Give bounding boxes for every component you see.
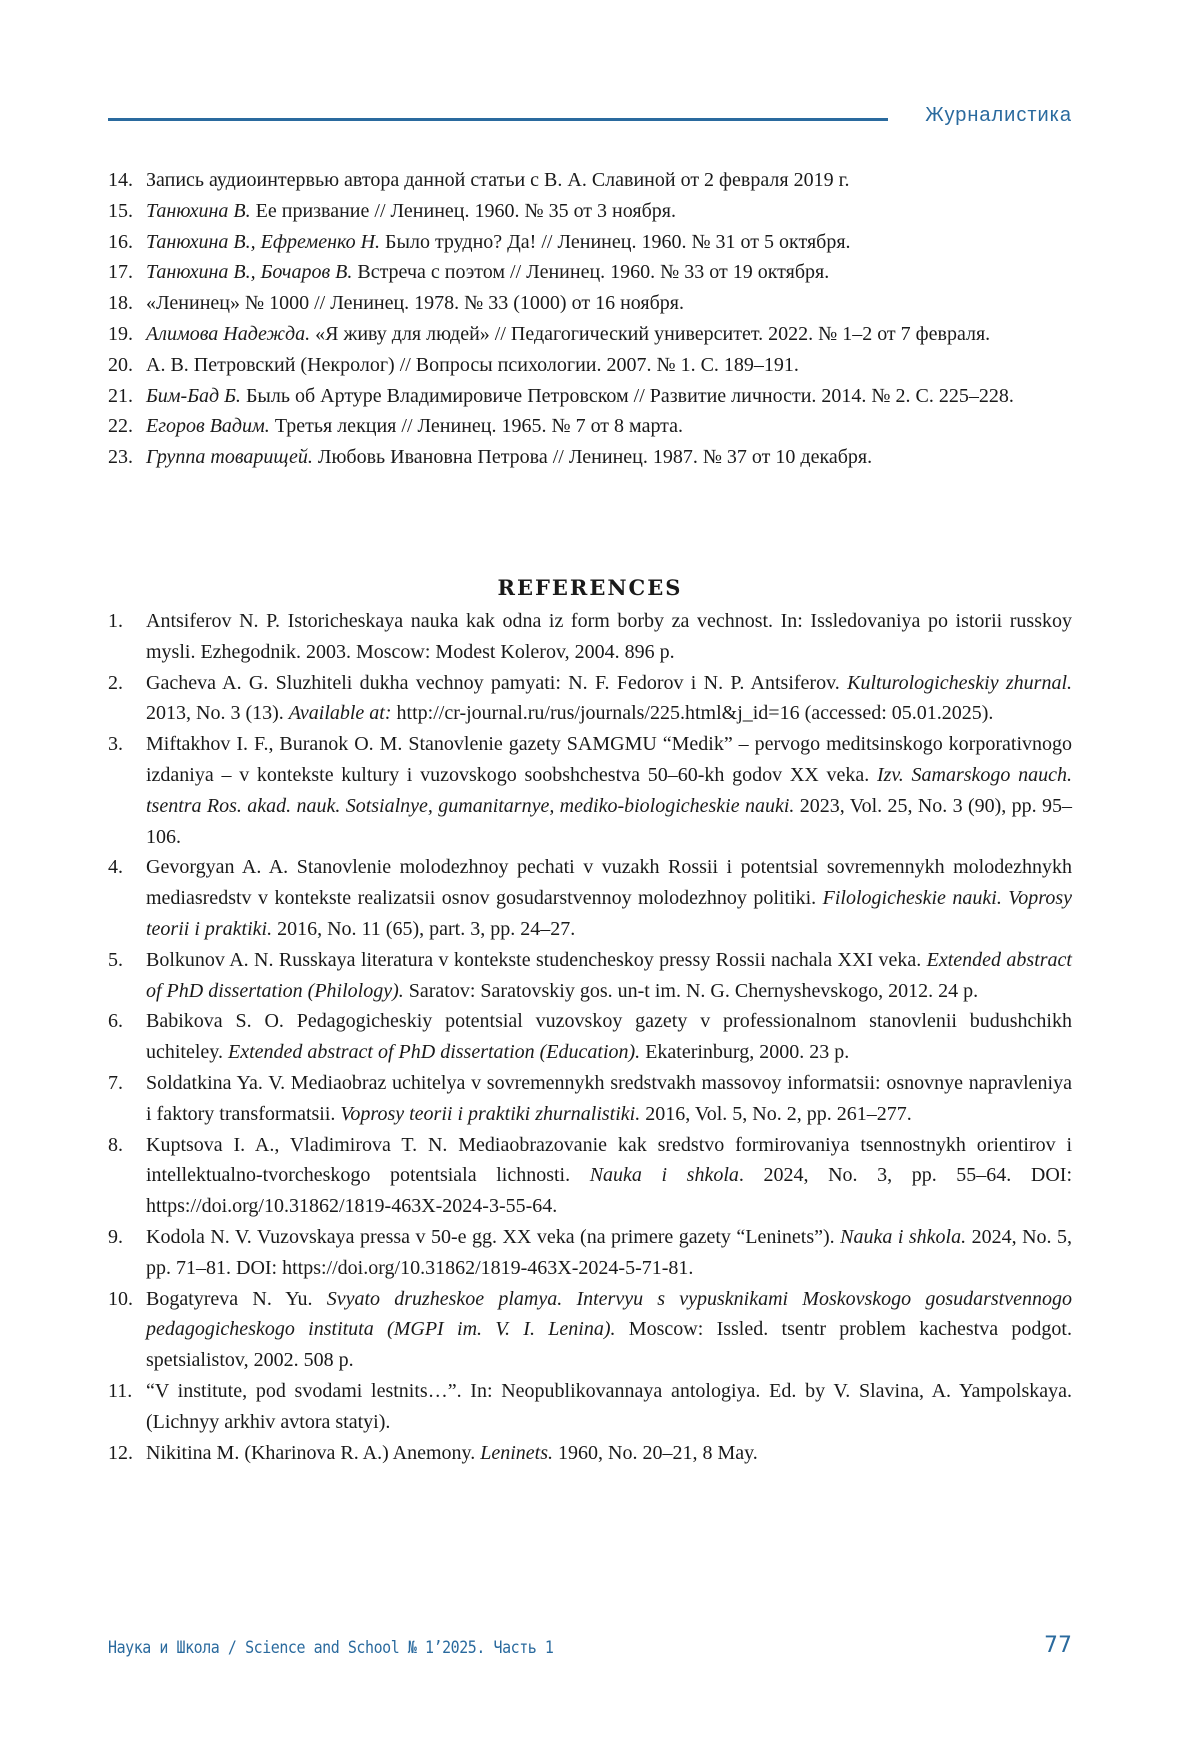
reference-italic-text: Extended abstract of PhD dissertation (Philology).	[146, 948, 1072, 1002]
reference-number: 7.	[108, 1071, 123, 1094]
reference-italic-text: Nauka i shkola.	[840, 1225, 967, 1248]
reference-text: Bolkunov A. N. Russkaya literatura v kontekste studencheskoy pressy Rossii nachala XXI veka.	[146, 948, 927, 971]
reference-text: Antsiferov N. P. Istoricheskaya nauka kak odna iz form borby za vechnost. In: Issledovaniya po istorii russkoy mysli. Ezhegodnik. 2003. Moscow: Modest Kolerov, 2004. 896 p.	[146, 610, 1072, 663]
reference-text: Moscow: Issled. tsentr problem kachestva podgot. spetsialistov, 2002. 508 p.	[146, 1318, 1072, 1372]
reference-text: Babikova S. O. Pedagogicheskiy potentsial vuzovskoy gazety v professionalnom stanovlenii budushchikh uchiteley.	[146, 1010, 1072, 1064]
references-heading: REFERENCES	[497, 575, 683, 600]
reference-item	[108, 1284, 1072, 1376]
reference-text: 2013, No. 3 (13).	[146, 702, 289, 725]
reference-item	[108, 165, 1072, 196]
references-ru-list	[108, 165, 1072, 473]
reference-item	[108, 227, 1072, 258]
reference-author: Алимова Надежда.	[146, 322, 311, 345]
header-rule	[108, 118, 888, 121]
reference-author: Егоров Вадим.	[146, 415, 270, 438]
reference-text: Ekaterinburg, 2000. 23 p.	[640, 1041, 850, 1064]
reference-text: 2016, Vol. 5, No. 2, pp. 261–277.	[640, 1102, 912, 1125]
references-en-list	[108, 606, 1072, 1468]
reference-number: 22.	[108, 415, 133, 438]
reference-number: 3.	[108, 733, 123, 756]
reference-number: 14.	[108, 169, 133, 191]
reference-italic-text: Leninets.	[480, 1441, 553, 1464]
reference-number: 20.	[108, 353, 133, 376]
reference-text: Ее призвание // Ленинец. 1960. № 35 от 3 ноября.	[250, 199, 676, 222]
reference-number: 12.	[108, 1441, 133, 1464]
reference-text: http://cr-journal.ru/rus/journals/225.html&j_id=16 (accessed: 05.01.2025).	[391, 702, 994, 725]
reference-item	[108, 1068, 1072, 1130]
reference-number: 11.	[108, 1379, 133, 1402]
reference-number: 2.	[108, 671, 123, 694]
reference-italic-text: Available at:	[288, 702, 392, 725]
reference-number: 4.	[108, 856, 123, 879]
reference-text: Bogatyreva N. Yu.	[146, 1287, 327, 1310]
reference-italic-text: Voprosy teorii i praktiki zhurnalistiki.	[340, 1102, 641, 1125]
reference-item	[108, 350, 1072, 381]
reference-number: 23.	[108, 446, 133, 469]
reference-italic-text: Extended abstract of PhD dissertation (Education).	[228, 1041, 641, 1064]
reference-text: 2024, No. 5, pp. 71–81. DOI: https://doi.org/10.31862/1819-463X-2024-5-71-81.	[146, 1225, 1072, 1279]
reference-italic-text: Izv. Samarskogo nauch. tsentra Ros. akad. nauk. Sotsialnye, gumanitarnye, mediko-biologicheskie nauki.	[146, 763, 1072, 817]
reference-item	[108, 852, 1072, 944]
reference-text: 2016, No. 11 (65), part. 3, pp. 24–27.	[272, 917, 576, 940]
section-title: Журналистика	[925, 104, 1072, 126]
reference-text: Любовь Ивановна Петрова // Ленинец. 1987. № 37 от 10 декабря.	[312, 446, 873, 469]
reference-text: Kodola N. V. Vuzovskaya pressa v 50-e gg. XX veka (na primere gazety “Leninets”).	[146, 1225, 841, 1248]
reference-text: Запись аудиоинтервью автора данной статьи с В. А. Славиной от 2 февраля 2019 г.	[146, 169, 850, 191]
reference-number: 16.	[108, 230, 133, 253]
reference-item	[108, 1130, 1072, 1222]
reference-text: 1960, No. 20–21, 8 May.	[553, 1441, 758, 1464]
reference-item	[108, 1222, 1072, 1284]
reference-italic-text: Nauka i shkola	[589, 1164, 739, 1187]
reference-number: 6.	[108, 1010, 123, 1033]
reference-item	[108, 1006, 1072, 1068]
reference-item	[108, 319, 1072, 350]
reference-text: 2023, Vol. 25, No. 3 (90), pp. 95–106.	[146, 794, 1072, 848]
reference-item	[108, 729, 1072, 852]
reference-number: 1.	[108, 610, 123, 632]
reference-item	[108, 257, 1072, 288]
reference-item	[108, 1438, 1072, 1469]
reference-text: Быль об Артуре Владимировиче Петровском // Развитие личности. 2014. № 2. С. 225–228.	[240, 384, 1014, 407]
reference-number: 18.	[108, 292, 133, 315]
reference-text: Nikitina M. (Kharinova R. A.) Anemony.	[146, 1441, 481, 1464]
reference-number: 15.	[108, 199, 133, 222]
reference-italic-text: Svyato druzheskoe plamya. Intervyu s vypusknikami Moskovskogo gosudarstvennogo pedagogicheskogo instituta (MGPI im. V. I. Lenina).	[146, 1287, 1072, 1341]
reference-author: Танюхина В.	[146, 199, 251, 222]
running-header	[108, 102, 1072, 132]
reference-author: Танюхина В., Ефременко Н.	[146, 230, 381, 253]
reference-item	[108, 381, 1072, 412]
reference-item	[108, 1376, 1072, 1438]
reference-text: Gacheva A. G. Sluzhiteli dukha vechnoy pamyati: N. F. Fedorov i N. P. Antsiferov.	[146, 671, 848, 694]
reference-text: Третья лекция // Ленинец. 1965. № 7 от 8 марта.	[269, 415, 684, 438]
reference-italic-text: Kulturologicheskiy zhurnal.	[847, 671, 1073, 694]
reference-number: 9.	[108, 1225, 123, 1248]
reference-item	[108, 606, 1072, 668]
reference-number: 19.	[108, 322, 133, 345]
reference-italic-text: Filologicheskie nauki. Voprosy teorii i praktiki.	[146, 887, 1072, 940]
reference-author: Бим-Бад Б.	[146, 384, 241, 407]
page-number: 77	[1044, 1633, 1072, 1658]
reference-text: Gevorgyan A. A. Stanovlenie molodezhnoy pechati v vuzakh Rossii i potentsial sovremennykh molodezhnykh mediasredstv v kontekste realizatsii osnov gosudarstvennoy molodezhnoy politiki.	[146, 856, 1072, 910]
reference-number: 8.	[108, 1133, 123, 1156]
reference-text: “V institute, pod svodami lestnits…”. In: Neopublikovannaya antologiya. Ed. by V. Slavina, A. Yampolskaya. (Lichnyy arkhiv avtora statyi).	[146, 1379, 1072, 1433]
reference-number: 10.	[108, 1287, 133, 1310]
reference-text: Было трудно? Да! // Ленинец. 1960. № 31 от 5 октября.	[380, 230, 851, 253]
reference-item	[108, 945, 1072, 1007]
reference-item	[108, 668, 1072, 730]
reference-text: Встреча с поэтом // Ленинец. 1960. № 33 от 19 октября.	[352, 261, 830, 284]
reference-text: «Я живу для людей» // Педагогический университет. 2022. № 1–2 от 7 февраля.	[310, 322, 991, 345]
reference-item	[108, 411, 1072, 442]
reference-text: Kuptsova I. A., Vladimirova T. N. Mediaobrazovanie kak sredstvo formirovaniya tsennostnykh orientirov i intellektualno-tvorcheskogo potentsiala lichnosti.	[146, 1133, 1072, 1187]
reference-author: Танюхина В., Бочаров В.	[146, 261, 353, 284]
reference-item	[108, 442, 1072, 473]
reference-text: Saratov: Saratovskiy gos. un-t im. N. G. Chernyshevskogo, 2012. 24 p.	[403, 979, 979, 1002]
reference-text: А. В. Петровский (Некролог) // Вопросы психологии. 2007. № 1. С. 189–191.	[146, 353, 799, 376]
reference-text: «Ленинец» № 1000 // Ленинец. 1978. № 33 (1000) от 16 ноября.	[146, 292, 684, 315]
reference-item	[108, 288, 1072, 319]
reference-number: 17.	[108, 261, 133, 284]
footer-journal: Наука и Школа / Science and School № 1’2025. Часть 1	[108, 1638, 554, 1658]
reference-text: Miftakhov I. F., Buranok O. M. Stanovlenie gazety SAMGMU “Medik” – pervogo meditsinskogo korporativnogo izdaniya – v kontekste kultury i vuzovskogo soobshchestva 50–60-kh godov XX veka.	[146, 733, 1072, 786]
reference-text: Soldatkina Ya. V. Mediaobraz uchitelya v sovremennykh sredstvakh massovoy informatsii: osnovnye napravleniya i faktory transformatsii.	[146, 1071, 1072, 1125]
reference-number: 5.	[108, 948, 123, 971]
reference-author: Группа товарищей.	[146, 446, 313, 469]
reference-text: . 2024, No. 3, pp. 55–64. DOI: https://doi.org/10.31862/1819-463X-2024-3-55-64.	[146, 1164, 1072, 1218]
reference-number: 21.	[108, 384, 133, 407]
reference-item	[108, 196, 1072, 227]
